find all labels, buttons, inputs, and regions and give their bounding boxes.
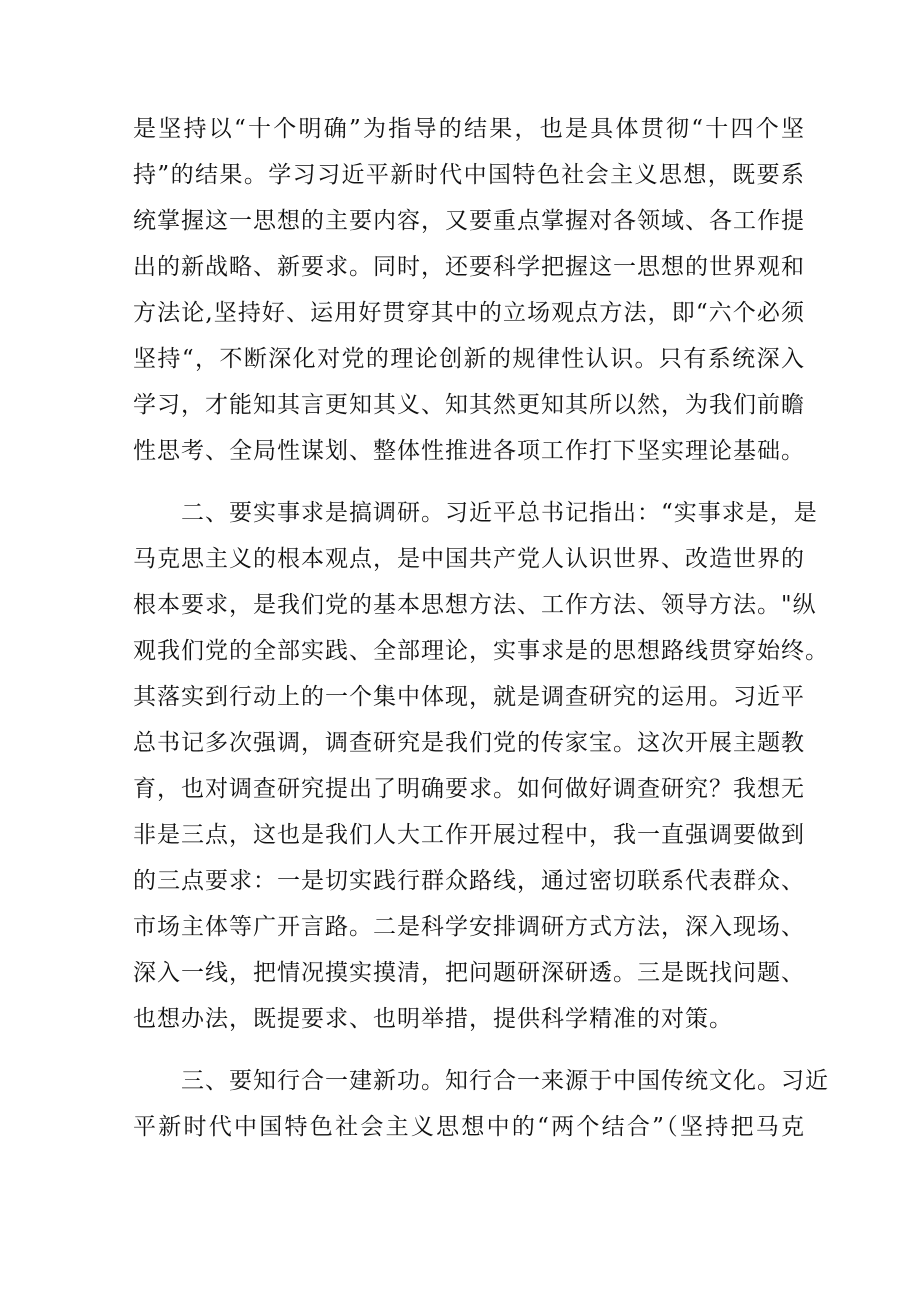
paragraph-3 xyxy=(133,1058,829,1150)
text-line: 三、要知行合一建新功。知行合一来源于中国传统文化。习近 xyxy=(181,1068,829,1094)
text-line: 总书记多次强调，调查研究是我们党的传家宝。这次开展主题教 xyxy=(133,730,805,756)
paragraph-spacer xyxy=(133,1042,805,1058)
text-line: 深入一线，把情况摸实摸清，把问题研深研透。三是既找问题、 xyxy=(133,960,805,986)
text-line: 平新时代中国特色社会主义思想中的“两个结合”（坚持把马克 xyxy=(133,1114,805,1140)
text-line: 也想办法，既提要求、也明举措，提供科学精准的对策。 xyxy=(133,1006,733,1032)
paragraph-2 xyxy=(133,490,829,1042)
paragraph-spacer xyxy=(133,474,805,490)
text-line: 的三点要求：一是切实践行群众路线，通过密切联系代表群众、 xyxy=(133,868,805,894)
text-line: 统掌握这一思想的主要内容，又要重点掌握对各领域、各工作提 xyxy=(133,208,805,234)
text-line: 持”的结果。学习习近平新时代中国特色社会主义思想，既要系 xyxy=(133,162,805,188)
document-body xyxy=(133,106,829,1150)
text-line: 市场主体等广开言路。二是科学安排调研方式方法，深入现场、 xyxy=(133,914,805,940)
text-line: 出的新战略、新要求。同时，还要科学把握这一思想的世界观和 xyxy=(133,254,805,280)
paragraph-1 xyxy=(133,106,805,474)
text-line: 方法论,坚持好、运用好贯穿其中的立场观点方法，即“六个必须 xyxy=(133,300,805,326)
text-line: 性思考、全局性谋划、整体性推进各项工作打下坚实理论基础。 xyxy=(133,438,805,464)
text-line: 马克思主义的根本观点，是中国共产党人认识世界、改造世界的 xyxy=(133,546,805,572)
text-line: 观我们党的全部实践、全部理论，实事求是的思想路线贯穿始终。 xyxy=(133,638,829,664)
text-line: 非是三点，这也是我们人大工作开展过程中，我一直强调要做到 xyxy=(133,822,805,848)
text-line: 育，也对调查研究提出了明确要求。如何做好调查研究？我想无 xyxy=(133,776,805,802)
text-line: 坚持“，不断深化对党的理论创新的规律性认识。只有系统深入 xyxy=(133,346,805,372)
text-line: 二、要实事求是搞调研。习近平总书记指出：“实事求是，是 xyxy=(181,500,818,526)
text-line: 根本要求，是我们党的基本思想方法、工作方法、领导方法。"纵 xyxy=(133,592,817,618)
text-line: 学习，才能知其言更知其义、知其然更知其所以然，为我们前瞻 xyxy=(133,392,805,418)
text-line: 是坚持以“十个明确”为指导的结果，也是具体贯彻“十四个坚 xyxy=(133,116,805,142)
text-line: 其落实到行动上的一个集中体现，就是调查研究的运用。习近平 xyxy=(133,684,805,710)
